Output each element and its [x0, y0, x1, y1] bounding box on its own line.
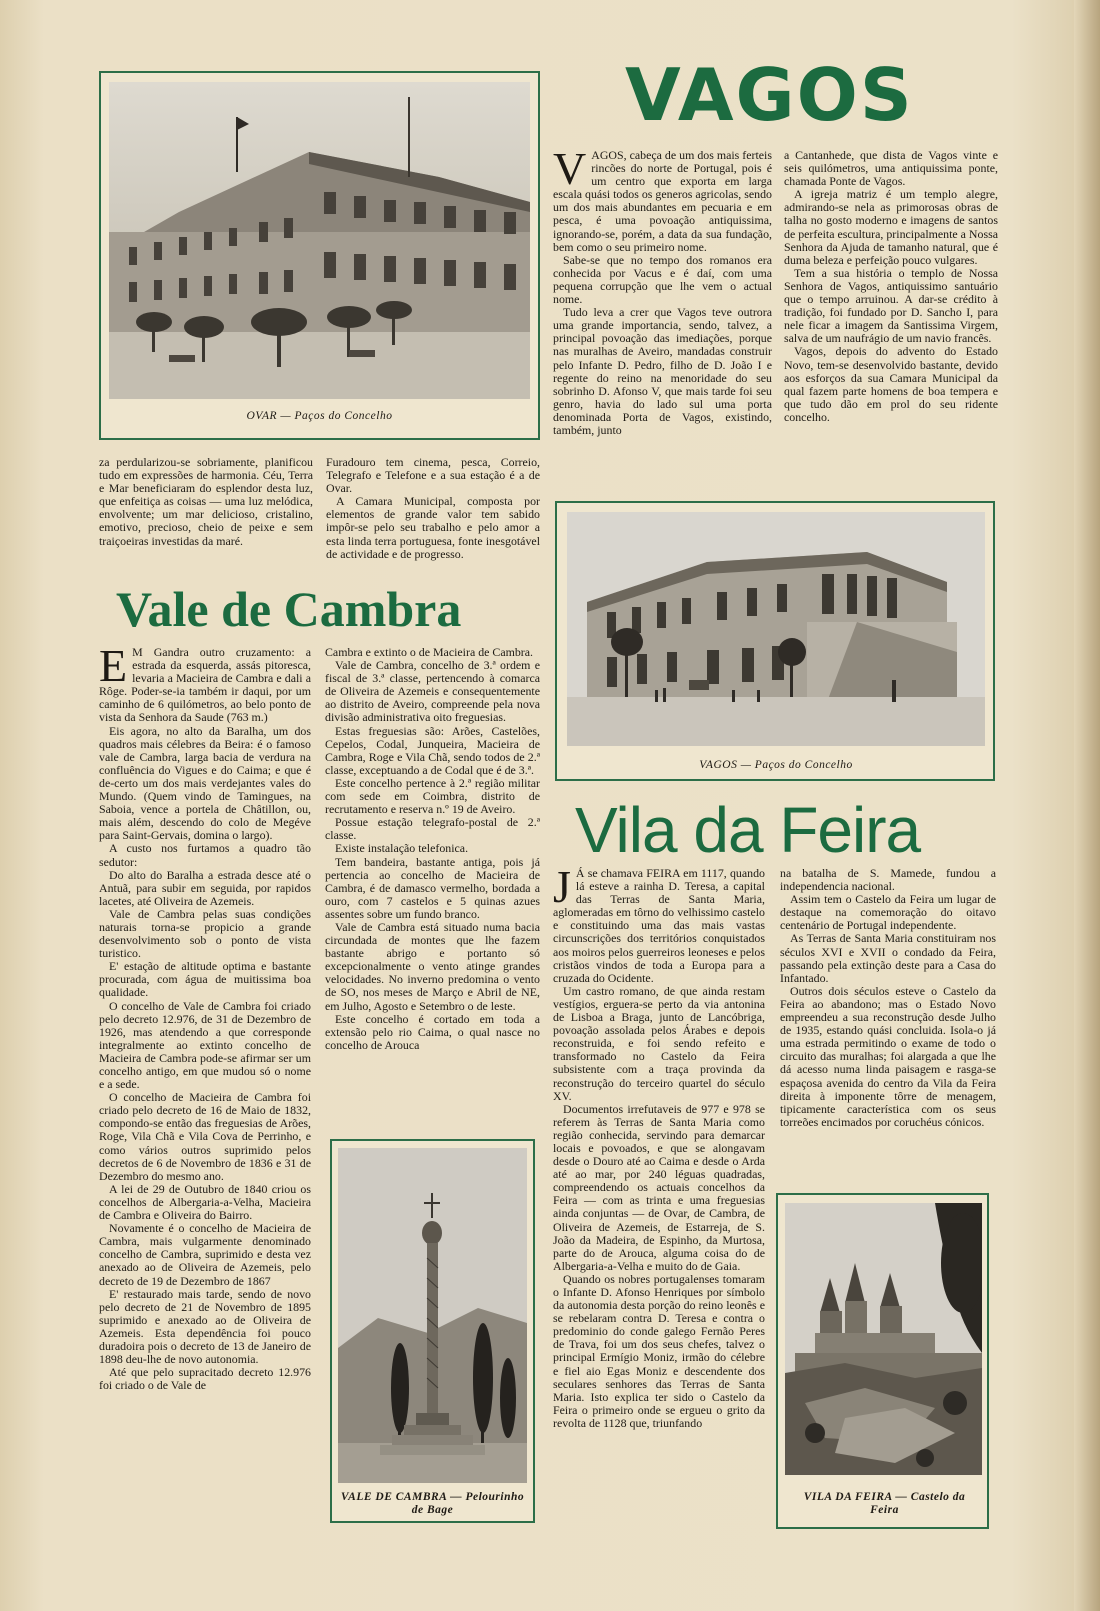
vagos-photo-frame [555, 501, 995, 781]
feira-paragraph: Assim tem o Castelo da Feira um lugar de destaque na comemoração do oitavo centenário de Portugal independente. [780, 892, 996, 933]
feira-paragraph: Documentos irrefutaveis de 977 e 978 se referem às Terras de Santa Maria como região conhecida, servindo para demarcar locais e povoados, e que se alongavam desde o Douro até ao Caima e desde o Arda até ao mar, por 240 léguas quadradas, compreendendo os actuais concelhos da Feira — com as trinta e uma freguesias ainda conjuntas — de Ovar, de Cambra, de Oliveira de Azemeis, de Estarreja, de S. João da Madeira, de Espinho, da Murtosa, parte do de Arouca, alguma coisa do de Albergaria-a-Velha e muito do de Gaia. [553, 1101, 765, 1273]
vale-paragraph: O concelho de Vale de Cambra foi criado pelo decreto 12.976, de 31 de Dezembro de 1926, mas atendendo a que corresponde integralmente ao extinto concelho de Macieira de Cambra pode-se afirmar ser um concelho antigo, em que mudou só o nome e a sede. [99, 998, 311, 1092]
vale-paragraph: Do alto do Baralha a estrada desce até o Antuã, para subir em seguida, por rapidos lacetes, até Oliveira de Azemeis. [99, 867, 311, 908]
vagos-paragraph [553, 143, 772, 254]
vale-dropcap: E [99, 640, 128, 691]
page-edge [1074, 0, 1100, 1611]
vale-paragraph: Existe instalação telefonica. [335, 841, 469, 856]
feira-paragraph: na batalha de S. Mamede, fundou a independencia nacional. [780, 866, 996, 894]
vagos-caption: VAGOS — Paços do Concelho [699, 759, 853, 771]
vale-paragraph: O concelho de Macieira de Cambra foi criado pelo decreto de 16 de Maio de 1832, compondo-se então das freguesias de Arões, Roge, Vila Chã e Vila Cova de Perrinho, e como vários outros suprimido pelos decretos de 6 de Novembro de 1836 e 31 de Dezembro do mesmo ano. [99, 1090, 311, 1183]
vagos-paragraph: Vagos, depois do advento do Estado Novo, tem-se desenvolvido bastante, devido aos esforços da sua Camara Municipal da qual fazem parte homens de boa tempera e que tudo dão em prol do seu ridente concelho. [784, 344, 998, 424]
vagos-paragraph: A igreja matriz é um templo alegre, admirando-se nela as primorosas obras de talha no gosto moderno e imagens de santos de perfeita escultura, principalmente a Nossa Senhora da Ajuda de tamanho natural, que é duma beleza e perfeição pouco vulgares. [784, 187, 998, 267]
vale-paragraph: Vale de Cambra pelas suas condições naturais torna-se propicio a grande desenvolvimento sob o ponto de vista turistico. [99, 906, 311, 961]
vale-paragraph: Estas freguesias são: Arões, Castelões, Cepelos, Codal, Junqueira, Macieira de Cambra, Roge e Vila Chã, sendo todos de 2.ª classe, exceptuando a de Codal que é de 3.ª. [325, 723, 540, 777]
vale-paragraph: Cambra e extinto o de Macieira de Cambra. [325, 645, 534, 659]
vale-paragraph: E' estação de altitude optima e bastante procurada, com água de muitissima boa qualidade. [99, 959, 311, 1000]
vale-paragraph: Até que pelo supracitado decreto 12.976 foi criado o de Vale de [99, 1365, 311, 1393]
feira-text-col1 [553, 861, 765, 1430]
vagos-lead-text: AGOS, cabeça de um dos mais ferteis rincões do norte de Portugal, pois é um centro que exporta em larga escala quási todos os generos agricolas, sendo um dos mais abundantes em pecuaria e em pesca, é uma povoação antiquissima, ignorando-se, porém, a data da sua fundação, bem como o seu primeiro nome. [553, 148, 772, 254]
ovar-paragraph: Furadouro tem cinema, pesca, Correio, Telegrafo e Telefone e a sua estação é a de Ovar. [326, 455, 540, 496]
vale-photo-frame [330, 1139, 535, 1523]
vagos-headline: VAGOS [625, 53, 914, 137]
vagos-paragraph: a Cantanhede, que dista de Vagos vinte e seis quilómetros, uma antiquissima ponte, chamada Ponte de Vagos. [784, 148, 998, 189]
vagos-paragraph: Tem a sua história o templo de Nossa Senhora de Vagos, antiquissimo santuário que o tempo arruinou. A dar-se crédito à tradição, foi fundado por D. Sancho I, para nele ficar a imagem da Santissima Virgem, salva de um naufrágio de um navio francês. [784, 265, 998, 346]
vale-lead-text: M Gandra outro cruzamento: a estrada da esquerda, assás pitoresca, levaria a Macieira de Cambra e dali a Rôge. Poder-se-ia também ir daqui, por um caminho de 6 quilómetros, ao belo ponto de vista da Senhora da Saude (763 m.) [99, 645, 311, 725]
vila-da-feira-headline: Vila da Feira [575, 794, 921, 866]
feira-paragraph: Outros dois séculos esteve o Castelo da Feira ao abandono; mas o Estado Novo empreendeu a sua reconstrução desde Julho de 1935, estando quási concluida. Isola-o já uma estrada permitindo o exame de todo o circuito das muralhas; foi alargada a que lhe dá acesso numa linda paisagem e rasga-se espaçosa avenida do centro da Vila da Feira direita à imponente tôrre de menagem, tipicamente característica com os seus torreões encimados por coruchéus cónicos. [780, 983, 996, 1129]
vale-paragraph: Este concelho é cortado em toda a extensão pelo rio Caima, o qual nasce no concelho de Arouca [325, 1011, 540, 1052]
feira-caption: VILA DA FEIRA — Castelo da Feira [803, 1491, 966, 1516]
vale-paragraph: Possue estação telegrafo-postal de 2.ª classe. [325, 815, 540, 843]
vagos-text-col2 [784, 149, 998, 424]
ovar-photo-frame [99, 71, 540, 440]
vagos-paragraph: Tudo leva a crer que Vagos teve outrora uma grande importancia, sendo, talvez, a principal povoação das imediações, porque nas muralhas de Aveiro, mandadas construir pelo Infante D. Pedro, filho de D. João I e regente do reino na menoridade do seu sobrinho D. Afonso V, que mais tarde foi seu genro, havia do lado sul uma porta denominada Porta de Vagos, existindo, também, junto [553, 305, 772, 437]
vale-paragraph: A custo nos furtamos a quadro tão sedutor: [99, 841, 311, 869]
ovar-paragraph: A Camara Municipal, composta por elementos de grande valor tem sabido impôr-se pelo seu trabalho e pelo amor a esta linda terra portuguesa, fonte inesgotável de actividade e de progresso. [326, 494, 540, 561]
vale-paragraph: E' restaurado mais tarde, sendo de novo pelo decreto de 21 de Novembro de 1895 suprimido e anexado ao de Oliveira de Azemeis. Esta dependência foi pouco duradoira pois o decreto de 13 de Janeiro de 1898 deu-lhe de novo autonomia. [99, 1286, 311, 1367]
vagos-dropcap: V [553, 143, 587, 194]
vale-paragraph: Tem bandeira, bastante antiga, pois já pertencia ao concelho de Macieira de Cambra, é de damasco vermelho, bordada a ouro, com 7 castelos e 5 quinas azues assentes sobre um fundo branco. [325, 854, 540, 921]
vale-paragraph [99, 640, 311, 725]
vale-paragraph: Vale de Cambra, concelho de 3.ª ordem e fiscal de 3.ª classe, pertencendo à comarca de Oliveira de Azemeis e consequentemente ao distrito de Aveiro, compreende pela nova divisão administrativa oito freguesias. [325, 658, 540, 725]
feira-paragraph: As Terras de Santa Maria constituiram nos séculos XVI e XVII o condado da Feira, passando pela extinção deste para a Casa do Infantado. [780, 931, 996, 985]
vale-paragraph: Eis agora, no alto da Baralha, um dos quadros mais célebres da Beira: é o famoso vale de Cambra, larga bacia de verdura na confluência do Vigues e do Caima; e que é de-certo um dos mais verdejantes vales do Mundo. (Quem vindo de Tamingues, na Saboia, vence a portela de Châtillon, ou, mais além, descendo do colo de Megéve para Saint-Gervais, domina o largo). [99, 723, 311, 843]
feira-paragraph [553, 861, 765, 985]
feira-paragraph: Um castro romano, de que ainda restam vestígios, erguera-se perto da via antonina de Lisboa a Braga, junto de Lancóbriga, povoação assolada pelos Árabes e depois reconstruida, e foi sendo refeito e transformado no Castelo da Feira subsistente com a traça provinda da reconstrução do terceiro quartel do século XV. [553, 983, 765, 1103]
vale-paragraph: A lei de 29 de Outubro de 1840 criou os concelhos de Albergaria-a-Velha, Macieira de Cambra e Oliveira do Bairro. [99, 1181, 311, 1223]
ovar-paragraph: za perdularizou-se sobriamente, planificou tudo em expressões de harmonia. Céu, Terra e Mar beneficiaram do esplendor desta luz, que enfeitiça as coisas — uma luz melódica, envolvente; um mar delicioso, cristalino, emotivo, precioso, cheio de peixe e sem traiçoeiras investidas da maré. [99, 455, 313, 548]
feira-photo [785, 1203, 982, 1475]
ovar-text-right [326, 456, 540, 561]
vale-paragraph: Este concelho pertence à 2.ª região militar com sede em Coimbra, distrito de recrutamento e reserva n.º 19 de Aveiro. [325, 775, 540, 817]
feira-lead-text: Á se chamava FEIRA em 1117, quando lá esteve a rainha D. Teresa, a capital das Terras de Santa Maria, aglomeradas em tôrno do velhissimo castelo e constituindo uma das mais vastas circunscrições dos territórios conquistados aos moiros pelos guerreiros leoneses e pelos cristãos vindos de toda a Europa para a cruzada do Ocidente. [553, 866, 765, 985]
ovar-caption: OVAR — Paços do Concelho [246, 410, 393, 422]
feira-paragraph: Quando os nobres portugalenses tomaram o Infante D. Afonso Henriques por símbolo da autonomia desta porção do reino leonês e se rebelaram contra D. Teresa e contra o predominio do conde galego Fernão Peres de Trava, foi um dos seus chefes, talvez o principal Ermígio Moniz, irmão do célebre e fiel aio Egas Moniz e descendente dos seculares senhores das Terras de Santa Maria. Isto explica ter sido o Castelo da Feira o primeiro onde se ergueu o grito da revolta de 1128 que, triunfando [553, 1271, 765, 1430]
vale-text-col1 [99, 640, 311, 1393]
vale-photo [338, 1148, 527, 1483]
vagos-text-col1 [553, 143, 772, 437]
ovar-text-left [99, 456, 313, 548]
vale-caption: VALE DE CAMBRA — Pelourinho de Bage [340, 1491, 525, 1516]
vale-text-col2 [325, 646, 540, 1052]
vagos-photo [567, 512, 985, 746]
vale-de-cambra-headline: Vale de Cambra [116, 581, 462, 637]
vale-paragraph: Vale de Cambra está situado numa bacia circundada de montes que lhe fazem bastante abrigo e portanto só excepcionalmente o vento atinge grandes velocidades. No inverno predomina o vento de SO, nos meses de Março e Abril de NE, em Julho, Agosto e Setembro o de leste. [325, 919, 540, 1013]
feira-text-col2 [780, 867, 996, 1129]
feira-dropcap: J [553, 861, 571, 912]
vagos-paragraph: Sabe-se que no tempo dos romanos era conhecida por Vacus e é daí, com uma pequena corrupção que lhe vem o actual nome. [553, 252, 772, 307]
ovar-photo [109, 82, 530, 399]
vale-paragraph: Novamente é o concelho de Macieira de Cambra, mais vulgarmente denominado concelho de Cambra, suprimido e desta vez anexado ao de Oliveira de Azemeis, pelo decreto de 19 de Dezembro de 1867 [99, 1221, 311, 1288]
feira-photo-frame [776, 1193, 989, 1529]
